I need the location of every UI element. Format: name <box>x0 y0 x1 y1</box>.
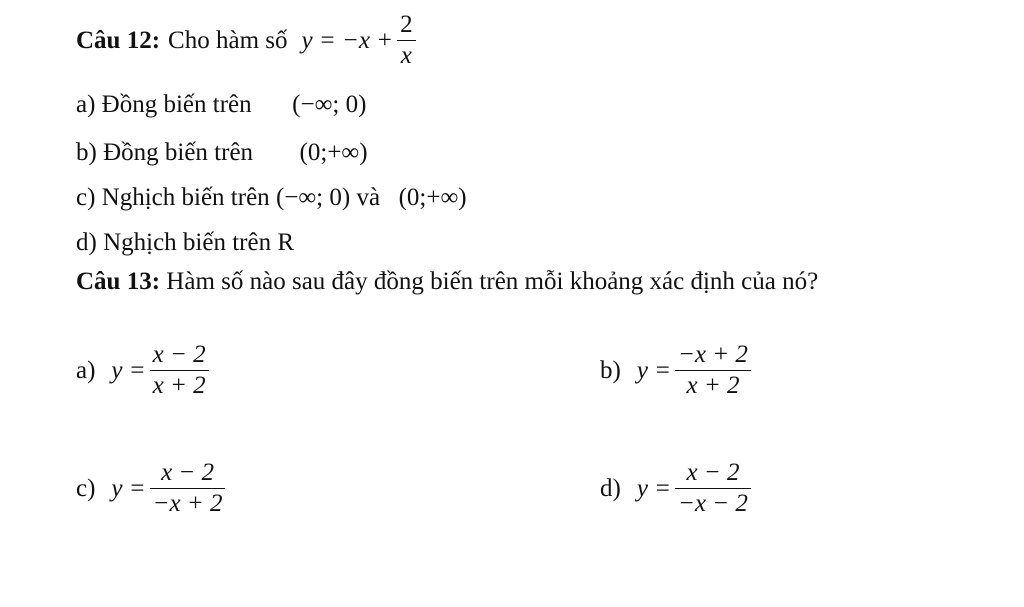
option-a-interval: (−∞; 0) <box>292 91 367 118</box>
question-13-option-b <box>600 340 755 401</box>
fraction-denominator: x + 2 <box>152 372 206 399</box>
option-letter: c) <box>76 474 96 502</box>
question-12-label: Câu 12: <box>76 26 161 54</box>
option-a-text: a) Đồng biến trên <box>76 91 252 118</box>
option-d-fraction <box>675 458 751 519</box>
option-a-fraction <box>150 340 209 401</box>
option-letter: d) <box>600 474 621 502</box>
fraction-numerator: −x + 2 <box>678 341 748 368</box>
option-b-fraction <box>675 340 751 401</box>
question-12-option-d <box>76 228 294 258</box>
question-13-text: Hàm số nào sau đây đồng biến trên mỗi khoảng xác định của nó? <box>166 268 819 295</box>
option-b-text: b) Đồng biến trên <box>76 139 254 166</box>
fraction-denominator: x <box>400 42 412 69</box>
option-b-interval: (0;+∞) <box>299 139 368 166</box>
question-13-option-a <box>76 340 213 401</box>
question-13-option-d <box>600 458 755 519</box>
question-12-heading <box>76 10 420 71</box>
option-lhs: y = <box>111 474 146 502</box>
question-13-label: Câu 13: <box>76 268 161 295</box>
question-13-option-c <box>76 458 229 519</box>
question-13-heading <box>76 267 818 297</box>
option-c-interval: (−∞; 0) <box>275 184 351 211</box>
fraction-numerator: x − 2 <box>686 459 740 486</box>
question-12-intro: Cho hàm số <box>168 26 288 54</box>
fraction-numerator: 2 <box>400 11 413 38</box>
option-c-interval-2: (0;+∞) <box>398 184 467 211</box>
option-c-joiner: và <box>356 184 381 211</box>
fraction-denominator: x + 2 <box>686 372 740 399</box>
option-d-text: d) Nghịch biến trên R <box>76 229 295 256</box>
option-c-fraction <box>150 458 226 519</box>
option-lhs: y = <box>111 356 146 384</box>
question-12-option-c <box>76 183 467 213</box>
option-c-text: c) Nghịch biến trên <box>76 184 270 211</box>
question-12-option-b <box>76 138 368 168</box>
fraction-denominator: −x − 2 <box>678 490 748 517</box>
fraction-numerator: x − 2 <box>161 459 215 486</box>
option-letter: a) <box>76 356 96 384</box>
option-letter: b) <box>600 356 621 384</box>
fraction-numerator: x − 2 <box>152 341 206 368</box>
option-lhs: y = <box>636 474 672 502</box>
fraction-denominator: −x + 2 <box>152 490 223 517</box>
question-12-option-a <box>76 90 366 120</box>
option-lhs: y = <box>636 356 672 384</box>
question-12-function-lhs: y = −x + <box>301 26 394 54</box>
question-12-function-fraction <box>397 10 416 71</box>
